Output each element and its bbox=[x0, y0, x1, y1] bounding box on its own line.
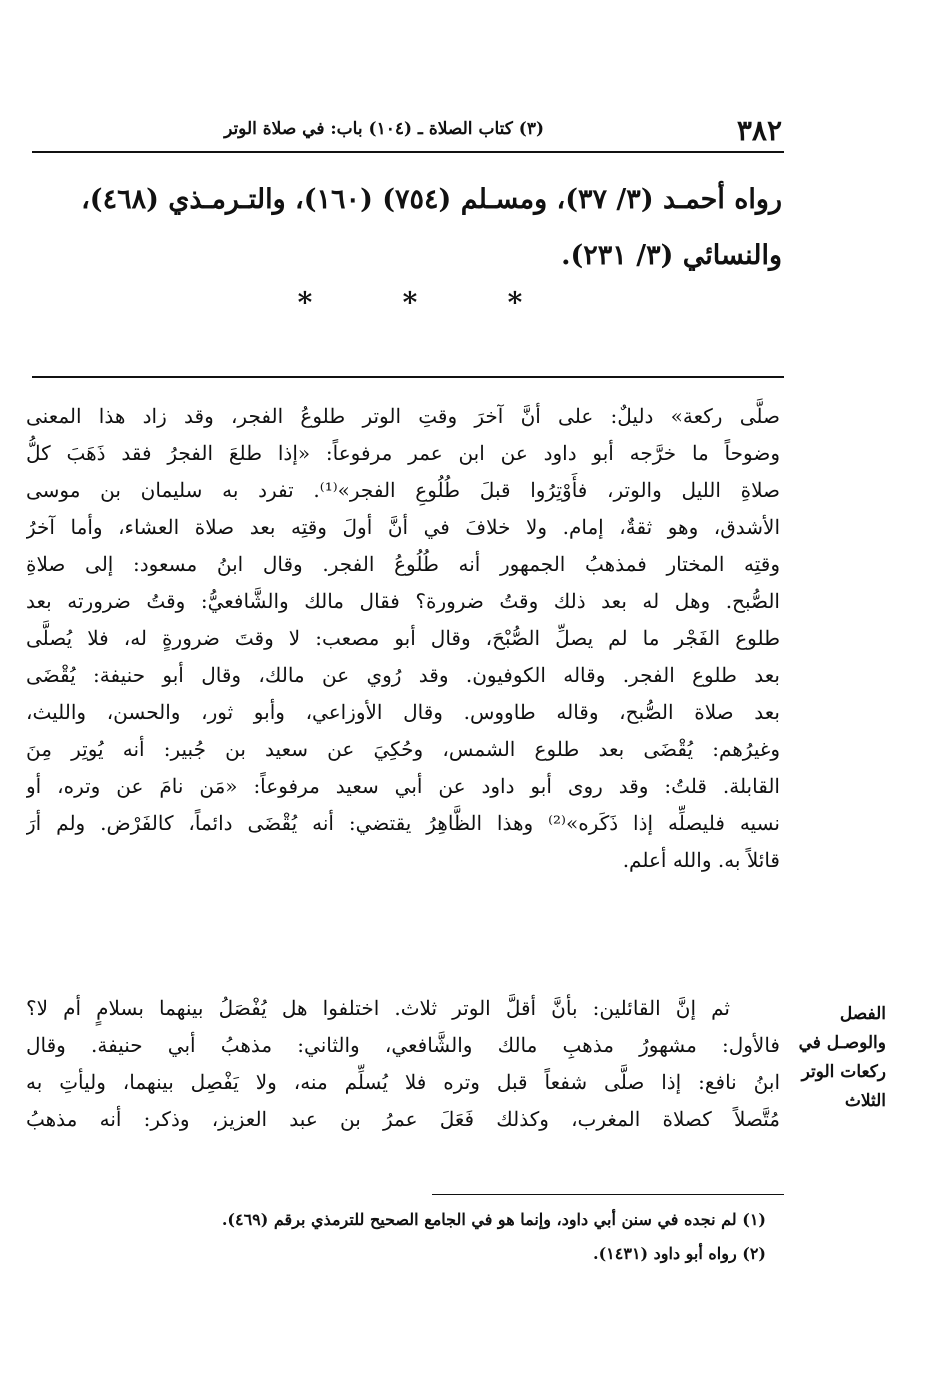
text-line: فالأول: مشهورُ مذهبِ مالك والشَّافعي، والثاني: مذهبُ أبي حنيفة. وقال bbox=[26, 1033, 780, 1057]
text-line: ثم إنَّ القائلين: بأنَّ أقلَّ الوتر ثلاث. اختلفوا هل يُفْصَلُ بينهما بسلامٍ أم لا؟ bbox=[26, 996, 730, 1020]
text-line: الأشدق، وهو ثقةٌ، إمام. ولا خلافَ في أنَّ أولَ وقتِه بعد صلاة العشاء، وأما آخرُ bbox=[26, 515, 780, 539]
page-header bbox=[30, 110, 782, 150]
text-line: وضوحاً ما خرَّجه أبو داود عن ابن عمر مرفوعاً: «إذا طلعَ الفجرُ فقد ذَهَبَ كلُّ bbox=[26, 441, 780, 465]
text-line: مُتَّصلاً كصلاة المغرب، وكذلك فَعَلَ عمرُ بن عبد العزيز، وذكر: أنه مذهبُ bbox=[26, 1107, 780, 1131]
text-line: طلوع الفَجْر ما لم يصلِّ الصُّبْحَ، وقال أبو مصعب: لا وقتَ ضرورةٍ له، فلا يُصلَّى bbox=[26, 626, 780, 650]
page-number: ٣٨٢ bbox=[736, 114, 782, 147]
text-line: نسيه فليصلِّه إذا ذَكَره»⁽²⁾ وهذا الظَّاهِرُ يقتضي: أنه يُقْضَى دائماً، كالفَرْض. ولم أرَ bbox=[26, 811, 780, 835]
running-title: (٣) كتاب الصلاة ـ (١٠٤) باب: في صلاة الوتر bbox=[224, 119, 544, 139]
citation-line: والنسائي (٣/ ٢٣١). bbox=[561, 240, 782, 271]
section-text bbox=[26, 990, 780, 1138]
text-line: صلَّى ركعة» دليلٌ: على أنَّ آخرَ وقتِ الوتر طلوعُ الفجر، وقد زاد هذا المعنى bbox=[26, 404, 780, 428]
asterism-separator bbox=[290, 286, 530, 319]
margin-heading-line: الفصل bbox=[839, 1004, 886, 1024]
margin-heading-line: والوصـل في bbox=[798, 1033, 886, 1053]
footnote: (٢) رواه أبو داود (١٤٣١). bbox=[593, 1244, 766, 1263]
text-line: الصُّبح. وهل له بعد ذلك وقتُ ضرورة؟ فقال مالك والشَّافعيُّ: وقتُ ضرورته بعد bbox=[26, 589, 780, 613]
text-line: وغيرُهم: يُقْضَى بعد طلوع الشمس، وحُكِيَ عن سعيد بن جُبير: أنه يُوتِر مِنَ bbox=[26, 737, 780, 761]
text-line: القابلة. قلتُ: وقد روى أبو داود عن أبي سعيد مرفوعاً: «مَن نامَ عن وتره، أو bbox=[26, 774, 780, 798]
separator-star: * bbox=[402, 286, 418, 319]
citation-line: رواه أحمـد (٣/ ٣٧)، ومسـلم (٧٥٤) (١٦٠)، والتـرمـذي (٤٦٨)، bbox=[81, 184, 782, 215]
margin-heading-line: الثلاث bbox=[844, 1091, 886, 1111]
text-line: صلاةِ الليل والوتر، فأَوْتِرُوا قبلَ طُلُوعِ الفجر»⁽¹⁾. تفرد به سليمان بن موسى bbox=[26, 478, 780, 502]
section-rule bbox=[32, 376, 784, 378]
margin-heading-line: ركعات الوتر bbox=[801, 1062, 886, 1082]
separator-star: * bbox=[297, 286, 313, 319]
text-line: قائلاً به. والله أعلم. bbox=[622, 848, 780, 872]
margin-heading bbox=[782, 1000, 886, 1116]
footnote-rule bbox=[432, 1194, 784, 1195]
footnotes bbox=[46, 1203, 766, 1271]
footnote: (١) لم نجده في سنن أبي داود، وإنما هو في الجامع الصحيح للترمذي برقم (٤٦٩). bbox=[221, 1210, 766, 1229]
text-line: ابنُ نافع: إذا صلَّى شفعاً قبل وتره فلا يُسلِّم منه، ولا يَفْصِل بينهما، وليأتِ به bbox=[26, 1070, 780, 1094]
text-line: بعد صلاة الصُّبح، وقاله طاووس. وقال الأوزاعي، وأبو ثور، والحسن، والليث، bbox=[26, 700, 780, 724]
commentary-text bbox=[26, 398, 780, 879]
text-line: وقتِه المختار فمذهبُ الجمهور أنه طُلُوعُ الفجر. وقال ابنُ مسعود: إلى صلاةِ bbox=[26, 552, 780, 576]
hadith-citation bbox=[62, 172, 782, 284]
separator-star: * bbox=[507, 286, 523, 319]
text-line: بعد طلوع الفجر. وقاله الكوفيون. وقد رُوي عن مالك، وقال أبو حنيفة: يُقْضَى bbox=[26, 663, 780, 687]
header-rule bbox=[32, 151, 784, 153]
